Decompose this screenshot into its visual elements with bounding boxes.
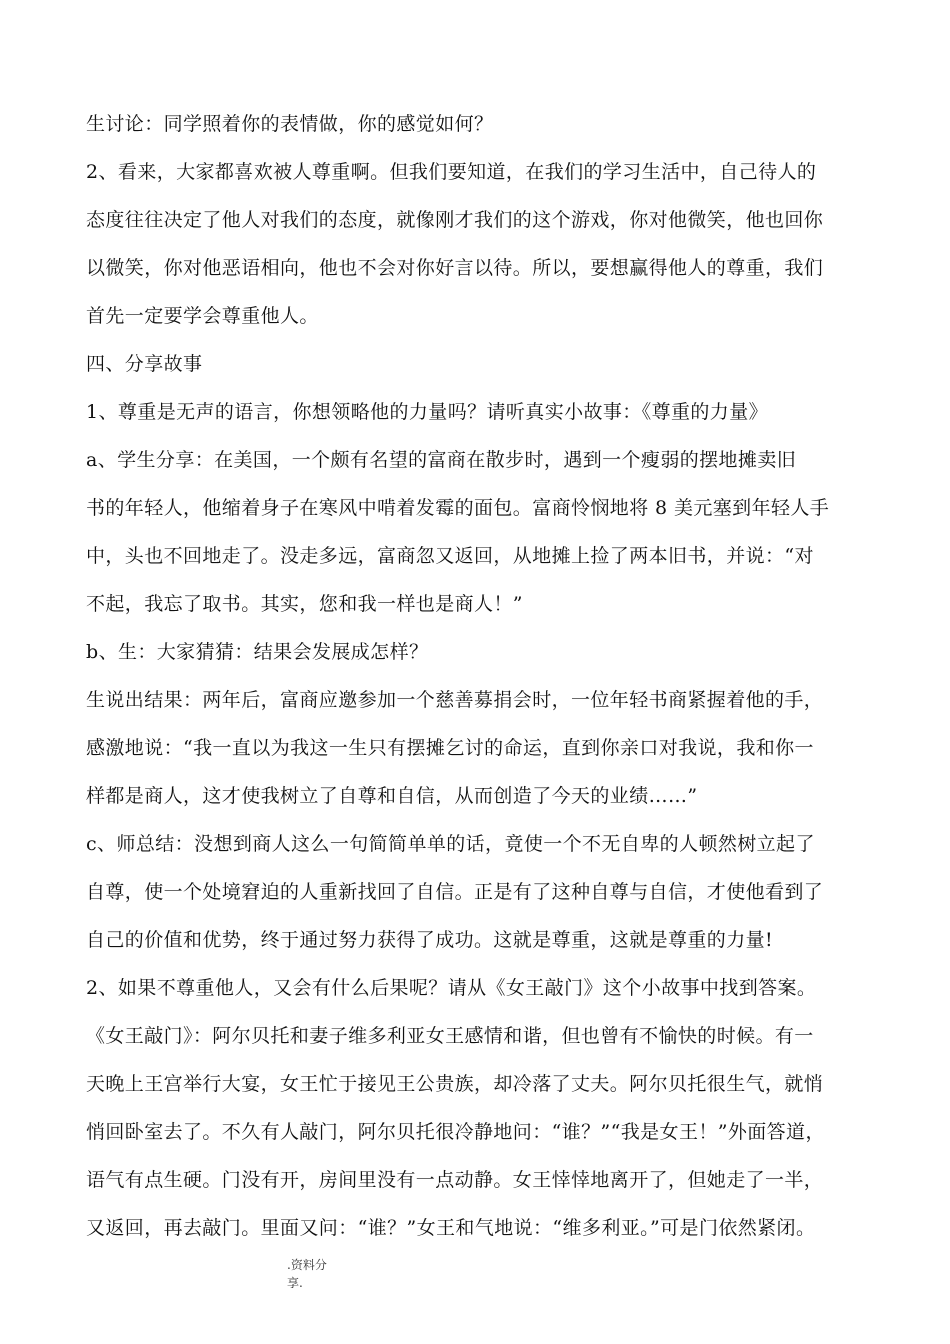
text-line: 1、尊重是无声的语言，你想领略他的力量吗？请听真实小故事：《尊重的力量》 <box>86 401 768 423</box>
text-line: 语气有点生硬。门没有开，房间里没有一点动静。女王悻悻地离开了，但她走了一半， <box>86 1169 824 1191</box>
text-line: 首先一定要学会尊重他人。 <box>86 305 319 327</box>
text-line: 天晚上王宫举行大宴，女王忙于接见王公贵族，却冷落了丈夫。阿尔贝托很生气，就悄 <box>86 1073 824 1095</box>
page-footer <box>287 1256 367 1292</box>
text-line: 不起，我忘了取书。其实，您和我一样也是商人！” <box>86 593 523 615</box>
text-line: 样都是商人，这才使我树立了自尊和自信，从而创造了今天的业绩……” <box>86 785 698 807</box>
text-line: b、生：大家猜猜：结果会发展成怎样？ <box>86 641 429 663</box>
text-line: 感激地说：“我一直以为我这一生只有摆摊乞讨的命运，直到你亲口对我说，我和你一 <box>86 737 814 759</box>
text-line: 中，头也不回地走了。没走多远，富商忽又返回，从地摊上捡了两本旧书，并说：“对 <box>86 545 814 567</box>
text-line: 态度往往决定了他人对我们的态度，就像刚才我们的这个游戏，你对他微笑，他也回你 <box>86 209 824 231</box>
text-line: 自己的价值和优势，终于通过努力获得了成功。这就是尊重，这就是尊重的力量! <box>86 929 774 951</box>
text-line: 自尊，使一个处境窘迫的人重新找回了自信。正是有了这种自尊与自信，才使他看到了 <box>86 881 824 903</box>
text-line: 以微笑，你对他恶语相向，他也不会对你好言以待。所以，要想赢得他人的尊重，我们 <box>86 257 824 279</box>
footer-line: .资料分 <box>287 1258 327 1272</box>
section-heading: 四、分享故事 <box>86 353 203 375</box>
text-line: 书的年轻人，他缩着身子在寒风中啃着发霉的面包。富商怜悯地将 8 美元塞到年轻人手 <box>86 497 830 519</box>
text-line: 《女王敲门》：阿尔贝托和妻子维多利亚女王感情和谐，但也曾有不愉快的时候。有一 <box>86 1025 814 1047</box>
text-line: c、师总结：没想到商人这么一句简简单单的话，竟使一个不无自卑的人顿然树立起了 <box>86 833 815 855</box>
text-line: a、学生分享：在美国，一个颇有名望的富商在散步时，遇到一个瘦弱的摆地摊卖旧 <box>86 449 797 471</box>
text-line: 2、如果不尊重他人，又会有什么后果呢？请从《女王敲门》这个小故事中找到答案。 <box>86 977 817 999</box>
text-line: 生说出结果：两年后，富商应邀参加一个慈善募捐会时，一位年轻书商紧握着他的手， <box>86 689 824 711</box>
text-line: 悄回卧室去了。不久有人敲门，阿尔贝托很冷静地问：“谁？”“我是女王！”外面答道， <box>86 1121 825 1143</box>
footer-line: 享. <box>287 1276 303 1290</box>
text-line: 2、看来，大家都喜欢被人尊重啊。但我们要知道，在我们的学习生活中，自己待人的 <box>86 161 817 183</box>
text-line: 又返回，再去敲门。里面又问：“谁？”女王和气地说：“维多利亚。”可是门依然紧闭。 <box>86 1217 816 1239</box>
text-line: 生讨论：同学照着你的表情做，你的感觉如何？ <box>86 113 494 135</box>
